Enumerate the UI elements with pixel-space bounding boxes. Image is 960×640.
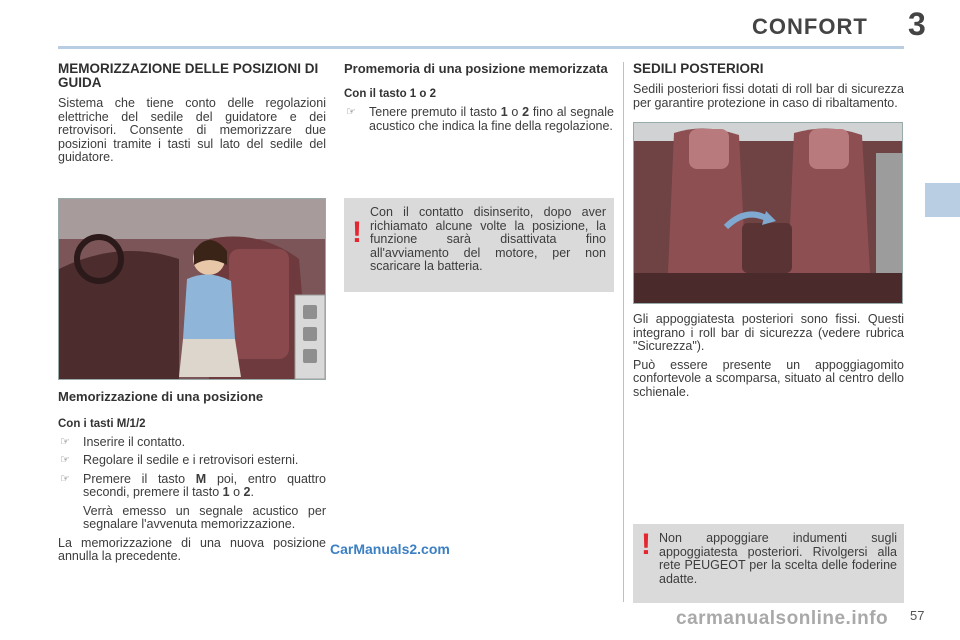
rear-seats-intro: Sedili posteriori fissi dotati di roll bar di sicurezza per garantire protezione in caso di ribaltamento.	[633, 82, 904, 110]
column-rear-seats	[633, 62, 904, 404]
list-item: ☞ Regolare il sedile e i retrovisori esterni.	[58, 454, 326, 468]
column-divider	[623, 62, 624, 602]
battery-warning-text: Con il contatto disinserito, dopo aver richiamato alcune volte la posizione, la funzione sarà disattivata fino all'avviamento del motore, per non scaricare la batteria.	[370, 205, 606, 273]
keys-label-m12: Con i tasti M/1/2	[58, 417, 146, 430]
header-rule	[58, 46, 904, 49]
driver-seat-photo	[58, 198, 326, 380]
acoustic-signal-note: Verrà emesso un segnale acustico per segnalare l'avvenuta memorizzazione.	[83, 503, 326, 531]
rear-seats-illustration	[634, 123, 902, 303]
list-item: ☞ Inserire il contatto.	[58, 436, 326, 450]
watermark-link[interactable]: CarManuals2.com	[330, 541, 450, 557]
page-number: 57	[910, 608, 925, 623]
section-heading-rear-seats: SEDILI POSTERIORI	[633, 61, 764, 76]
warning-icon: !	[352, 216, 362, 249]
section-heading-recall: Promemoria di una posizione memorizzata	[344, 61, 608, 76]
column-recall	[344, 62, 614, 138]
headrest-warning-box	[633, 524, 904, 603]
keys-label-12: Con il tasto 1 o 2	[344, 88, 437, 100]
rear-seats-photo	[633, 122, 903, 304]
recall-steps	[344, 106, 614, 133]
section-heading-memorization: MEMORIZZAZIONE DELLE POSIZIONI DI GUIDA	[58, 61, 319, 90]
footer-watermark: carmanualsonline.info	[676, 608, 889, 629]
headrest-warning-text: Non appoggiare indumenti sugli appoggiatesta posteriori. Rivolgersi alla rete PEUGEOT per la scelta delle foderine adatte.	[659, 531, 897, 586]
battery-warning-box	[344, 198, 614, 292]
chapter-number: 3	[908, 6, 926, 42]
warning-icon: !	[641, 528, 651, 561]
list-item: ☞ Premere il tasto M poi, entro quattro secondi, premere il tasto 1 o 2.	[58, 473, 326, 500]
headrest-info: Gli appoggiatesta posteriori sono fissi. Questi integrano i roll bar di sicurezza (vedere rubrica "Sicurezza").	[633, 312, 904, 353]
chapter-tab	[925, 183, 960, 217]
armrest-info: Può essere presente un appoggiagomito confortevole a scomparsa, situato al centro dello schienale.	[633, 357, 904, 399]
column-memorization	[58, 62, 326, 569]
page-title: CONFORT	[752, 14, 868, 39]
list-item: ☞ Tenere premuto il tasto 1 o 2 fino al segnale acustico che indica la fine della regolazione.	[344, 106, 614, 133]
memorize-steps	[58, 436, 326, 500]
subheading-memorize-position: Memorizzazione di una posizione	[58, 388, 264, 404]
memorization-closing: La memorizzazione di una nuova posizione annulla la precedente.	[58, 535, 326, 563]
driver-seat-illustration	[59, 199, 325, 379]
memorization-intro: Sistema che tiene conto delle regolazioni elettriche del sedile del guidatore e dei retrovisori. Consente di memorizzare due posizioni tramite i tasti sul lato del sedile del guidatore.	[58, 96, 326, 164]
